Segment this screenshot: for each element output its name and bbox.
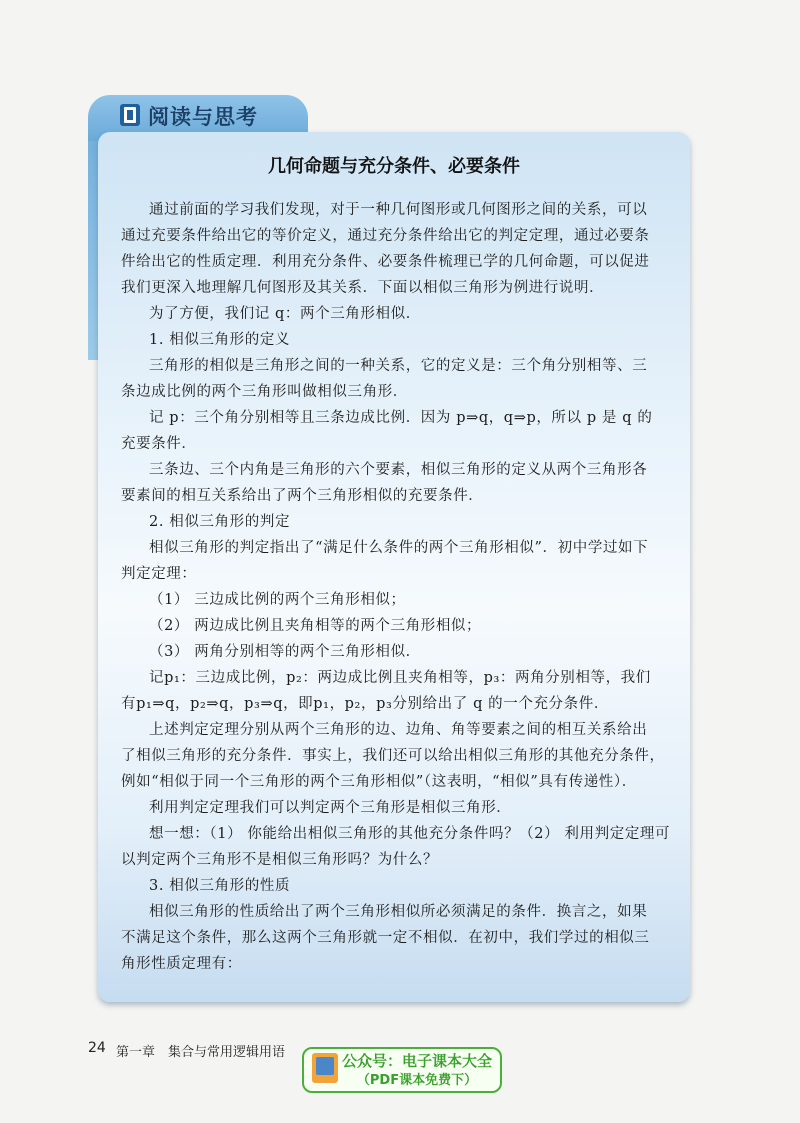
paragraph-line: 例如“相似于同一个三角形的两个三角形相似”（这表明，“相似”具有传递性）． <box>121 774 637 790</box>
ebook-icon <box>312 1053 338 1083</box>
section-heading: 3. 相似三角形的性质 <box>149 878 291 894</box>
paragraph-line: 相似三角形的判定指出了“满足什么条件的两个三角形相似”．初中学过如下 <box>149 540 649 556</box>
paragraph-line: 记 p：三个角分别相等且三条边成比例．因为 p⇒q，q⇒p，所以 p 是 q 的 <box>149 410 653 426</box>
list-item: （3） 两角分别相等的两个三角形相似． <box>149 644 421 660</box>
paragraph-line: 通过前面的学习我们发现，对于一种几何图形或几何图形之间的关系，可以 <box>149 202 648 218</box>
section-heading: 1. 相似三角形的定义 <box>149 332 291 348</box>
paragraph-line: 以判定两个三角形不是相似三角形吗？为什么？ <box>121 852 439 868</box>
paragraph-line: 三条边、三个内角是三角形的六个要素，相似三角形的定义从两个三角形各 <box>149 462 648 478</box>
paragraph-line: 利用判定定理我们可以判定两个三角形是相似三角形． <box>149 800 512 816</box>
article-title: 几何命题与充分条件、必要条件 <box>268 156 520 177</box>
paragraph-line: 要素间的相互关系给出了两个三角形相似的充要条件． <box>121 488 484 504</box>
paragraph-line: 相似三角形的性质给出了两个三角形相似所必须满足的条件．换言之，如果 <box>149 904 648 920</box>
promo-line-1: 公众号：电子课本大全 <box>342 1052 493 1070</box>
list-item: （2） 两边成比例且夹角相等的两个三角形相似； <box>149 618 482 634</box>
paragraph-line: 三角形的相似是三角形之间的一种关系，它的定义是：三个角分别相等、三 <box>149 358 648 374</box>
paragraph-line: 有p₁⇒q，p₂⇒q，p₃⇒q，即p₁，p₂，p₃分别给出了 q 的一个充分条件． <box>121 696 609 712</box>
paragraph-line: 想一想：（1） 你能给出相似三角形的其他充分条件吗？（2） 利用判定定理可 <box>149 826 671 842</box>
paragraph-line: 了相似三角形的充分条件．事实上，我们还可以给出相似三角形的其他充分条件， <box>121 748 665 764</box>
page-number: 24 <box>88 1040 106 1056</box>
chapter-title: 第一章 集合与常用逻辑用语 <box>116 1045 286 1060</box>
paragraph-line: 记p₁：三边成比例，p₂：两边成比例且夹角相等，p₃：两角分别相等，我们 <box>149 670 651 686</box>
paragraph-line: 为了方便，我们记 q：两个三角形相似． <box>149 306 421 322</box>
paragraph-line: 判定定理： <box>121 566 197 582</box>
paragraph-line: 件给出它的性质定理．利用充分条件、必要条件梳理已学的几何命题，可以促进 <box>121 254 650 270</box>
paragraph-line: 我们更深入地理解几何图形及其关系．下面以相似三角形为例进行说明． <box>121 280 605 296</box>
paragraph-line: 通过充要条件给出它的等价定义，通过充分条件给出它的判定定理，通过必要条 <box>121 228 650 244</box>
paragraph-line: 不满足这个条件，那么这两个三角形就一定不相似．在初中，我们学过的相似三 <box>121 930 650 946</box>
paragraph-line: 上述判定定理分别从两个三角形的边、边角、角等要素之间的相互关系给出 <box>149 722 648 738</box>
paragraph-line: 条边成比例的两个三角形叫做相似三角形． <box>121 384 408 400</box>
promo-line-2: （PDF课本免费下） <box>356 1073 478 1088</box>
section-heading: 2. 相似三角形的判定 <box>149 514 291 530</box>
list-item: （1） 三边成比例的两个三角形相似； <box>149 592 406 608</box>
paragraph-line: 充要条件． <box>121 436 197 452</box>
paragraph-line: 角形性质定理有： <box>121 956 242 972</box>
book-icon <box>120 104 140 126</box>
section-label: 阅读与思考 <box>148 105 258 129</box>
